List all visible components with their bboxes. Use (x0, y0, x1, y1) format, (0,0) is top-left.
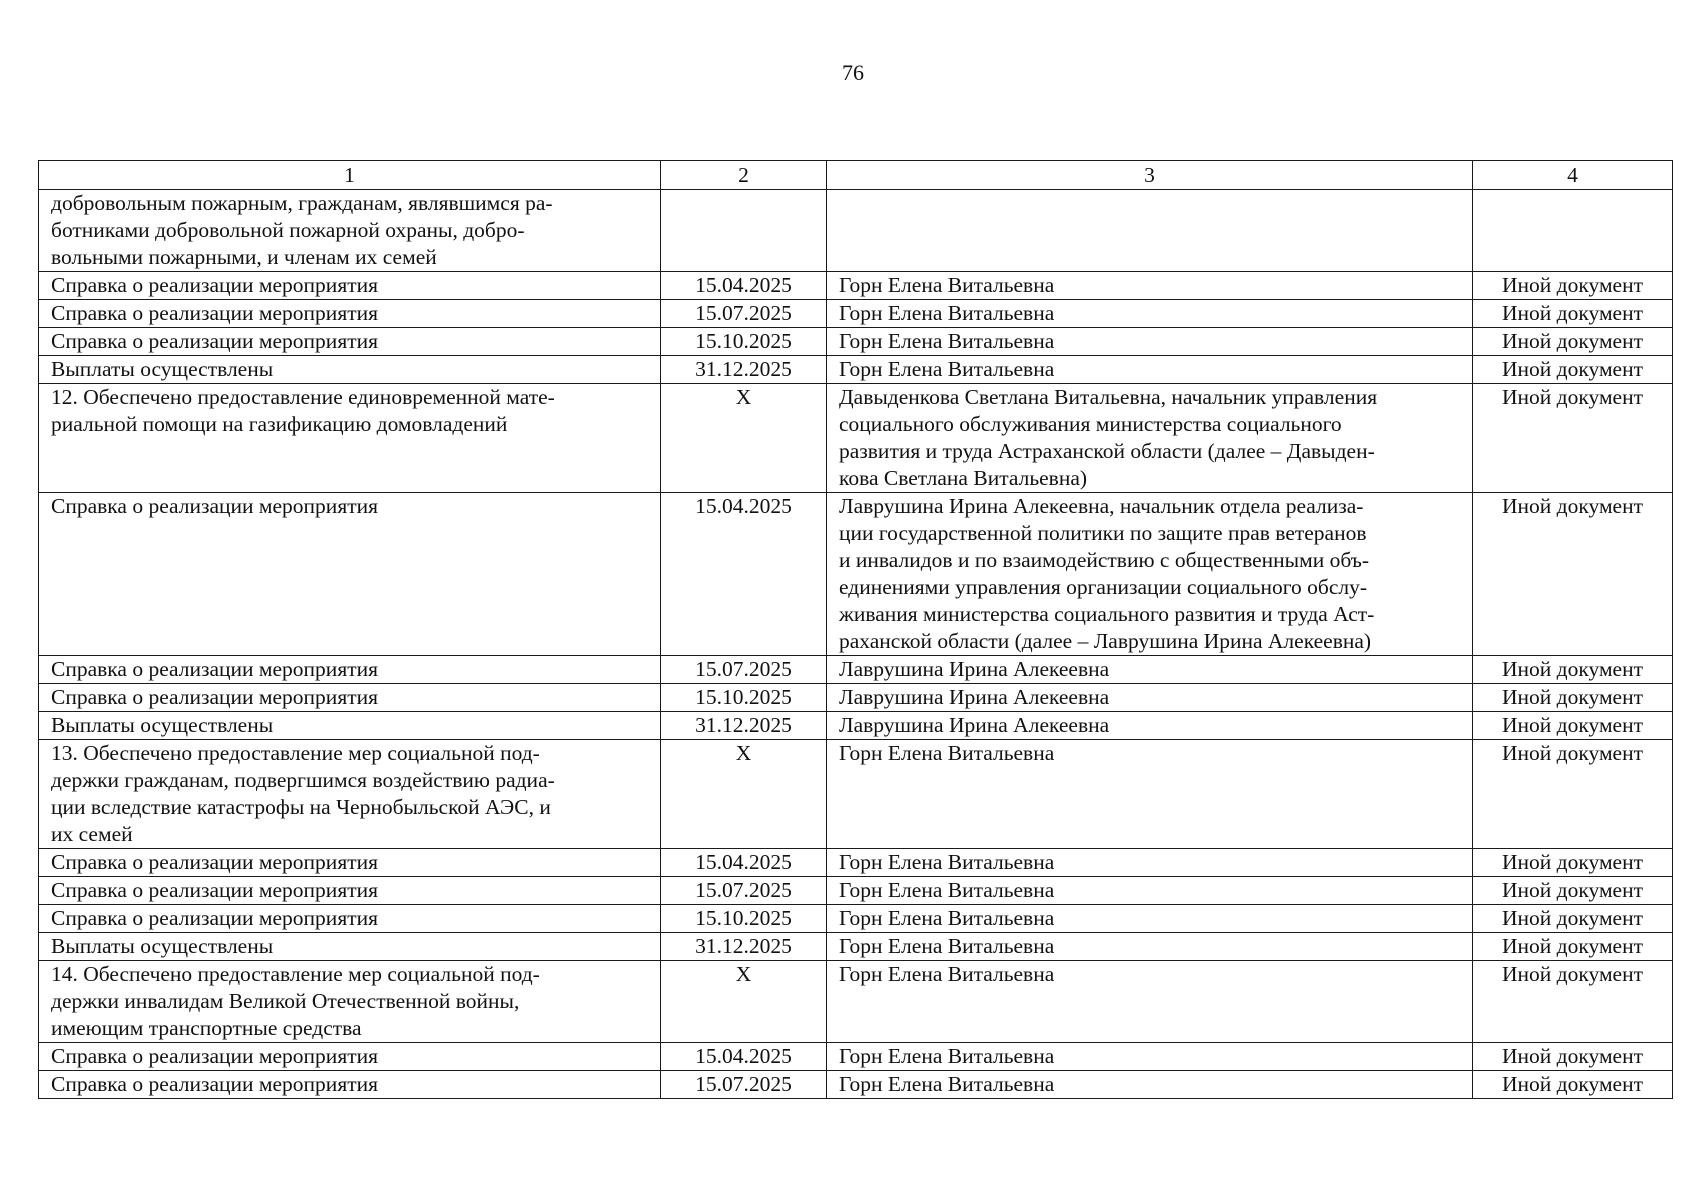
column-header-2: 2 (661, 161, 827, 190)
table-body (39, 190, 1673, 1099)
cell-description: Выплаты осуществлены (39, 933, 661, 961)
cell-description: Выплаты осуществлены (39, 712, 661, 740)
cell-description: Справка о реализации мероприятия (39, 905, 661, 933)
cell-document-type: Иной документ (1473, 712, 1673, 740)
cell-date: 15.07.2025 (661, 656, 827, 684)
cell-document-type: Иной документ (1473, 384, 1673, 493)
cell-responsible: Горн Елена Витальевна (827, 356, 1473, 384)
cell-responsible: Лаврушина Ирина Алекеевна (827, 656, 1473, 684)
table-row (39, 961, 1673, 1043)
cell-document-type: Иной документ (1473, 961, 1673, 1043)
cell-date: 15.04.2025 (661, 272, 827, 300)
cell-date: 15.07.2025 (661, 300, 827, 328)
cell-responsible: Лаврушина Ирина Алекеевна, начальник отдела реализа- ции государственной политики по защите прав ветеранов и инвалидов и по взаимодействию с общественными объ- единениями управления организации социального обслу- живания министерства социального развития и труда Аст- раханской области (далее – Лаврушина Ирина Алекеевна) (827, 493, 1473, 656)
table-row (39, 712, 1673, 740)
cell-date: 15.10.2025 (661, 905, 827, 933)
cell-document-type: Иной документ (1473, 328, 1673, 356)
cell-date (661, 190, 827, 272)
cell-description: 13. Обеспечено предоставление мер социальной под- держки гражданам, подвергшимся воздействию радиа- ции вследствие катастрофы на Чернобыльской АЭС, и их семей (39, 740, 661, 849)
cell-description: Справка о реализации мероприятия (39, 1043, 661, 1071)
cell-responsible: Горн Елена Витальевна (827, 1043, 1473, 1071)
cell-date: X (661, 384, 827, 493)
cell-date: 15.04.2025 (661, 493, 827, 656)
cell-description: Справка о реализации мероприятия (39, 656, 661, 684)
cell-document-type: Иной документ (1473, 1043, 1673, 1071)
table-row (39, 684, 1673, 712)
cell-document-type: Иной документ (1473, 684, 1673, 712)
cell-description: Справка о реализации мероприятия (39, 877, 661, 905)
cell-description: добровольным пожарным, гражданам, являвшимся ра- ботниками добровольной пожарной охраны, добро- вольными пожарными, и членам их семей (39, 190, 661, 272)
table-row (39, 356, 1673, 384)
cell-responsible: Лаврушина Ирина Алекеевна (827, 684, 1473, 712)
cell-responsible: Горн Елена Витальевна (827, 272, 1473, 300)
cell-document-type: Иной документ (1473, 905, 1673, 933)
cell-document-type: Иной документ (1473, 493, 1673, 656)
cell-document-type: Иной документ (1473, 656, 1673, 684)
cell-description: Справка о реализации мероприятия (39, 328, 661, 356)
cell-date: 15.07.2025 (661, 877, 827, 905)
cell-description: 12. Обеспечено предоставление единовременной мате- риальной помощи на газификацию домовладений (39, 384, 661, 493)
cell-responsible: Горн Елена Витальевна (827, 1071, 1473, 1099)
cell-responsible: Горн Елена Витальевна (827, 740, 1473, 849)
column-header-3: 3 (827, 161, 1473, 190)
document-table (38, 160, 1673, 1099)
table-row (39, 1043, 1673, 1071)
cell-document-type: Иной документ (1473, 1071, 1673, 1099)
cell-description: Справка о реализации мероприятия (39, 1071, 661, 1099)
table-row (39, 1071, 1673, 1099)
cell-responsible: Лаврушина Ирина Алекеевна (827, 712, 1473, 740)
cell-document-type: Иной документ (1473, 272, 1673, 300)
table-row (39, 384, 1673, 493)
cell-date: 15.07.2025 (661, 1071, 827, 1099)
cell-responsible: Горн Елена Витальевна (827, 328, 1473, 356)
cell-description: Справка о реализации мероприятия (39, 300, 661, 328)
table-header-row (39, 161, 1673, 190)
cell-date: 15.04.2025 (661, 1043, 827, 1071)
column-header-1: 1 (39, 161, 661, 190)
cell-responsible: Горн Елена Витальевна (827, 849, 1473, 877)
cell-date: 15.10.2025 (661, 328, 827, 356)
table-row (39, 190, 1673, 272)
cell-date: 31.12.2025 (661, 933, 827, 961)
page-number: 76 (842, 60, 864, 85)
cell-description: Справка о реализации мероприятия (39, 493, 661, 656)
cell-description: Выплаты осуществлены (39, 356, 661, 384)
cell-date: 31.12.2025 (661, 712, 827, 740)
cell-date: 15.10.2025 (661, 684, 827, 712)
table-row (39, 877, 1673, 905)
table-row (39, 656, 1673, 684)
cell-responsible: Горн Елена Витальевна (827, 300, 1473, 328)
cell-document-type: Иной документ (1473, 356, 1673, 384)
table-row (39, 493, 1673, 656)
cell-responsible: Давыденкова Светлана Витальевна, начальник управления социального обслуживания министерства социального развития и труда Астраханской области (далее – Давыден- кова Светлана Витальевна) (827, 384, 1473, 493)
cell-responsible: Горн Елена Витальевна (827, 877, 1473, 905)
cell-responsible: Горн Елена Витальевна (827, 961, 1473, 1043)
cell-date: X (661, 961, 827, 1043)
cell-responsible (827, 190, 1473, 272)
table-row (39, 300, 1673, 328)
cell-description: 14. Обеспечено предоставление мер социальной под- держки инвалидам Великой Отечественной войны, имеющим транспортные средства (39, 961, 661, 1043)
cell-document-type: Иной документ (1473, 877, 1673, 905)
cell-document-type: Иной документ (1473, 300, 1673, 328)
cell-description: Справка о реализации мероприятия (39, 684, 661, 712)
cell-description: Справка о реализации мероприятия (39, 272, 661, 300)
table-row (39, 328, 1673, 356)
cell-document-type (1473, 190, 1673, 272)
cell-responsible: Горн Елена Витальевна (827, 905, 1473, 933)
cell-description: Справка о реализации мероприятия (39, 849, 661, 877)
cell-document-type: Иной документ (1473, 933, 1673, 961)
cell-date: 15.04.2025 (661, 849, 827, 877)
column-header-4: 4 (1473, 161, 1673, 190)
table-row (39, 905, 1673, 933)
cell-date: X (661, 740, 827, 849)
table-row (39, 740, 1673, 849)
cell-date: 31.12.2025 (661, 356, 827, 384)
table-row (39, 933, 1673, 961)
cell-document-type: Иной документ (1473, 849, 1673, 877)
cell-responsible: Горн Елена Витальевна (827, 933, 1473, 961)
table-row (39, 272, 1673, 300)
cell-document-type: Иной документ (1473, 740, 1673, 849)
table-row (39, 849, 1673, 877)
